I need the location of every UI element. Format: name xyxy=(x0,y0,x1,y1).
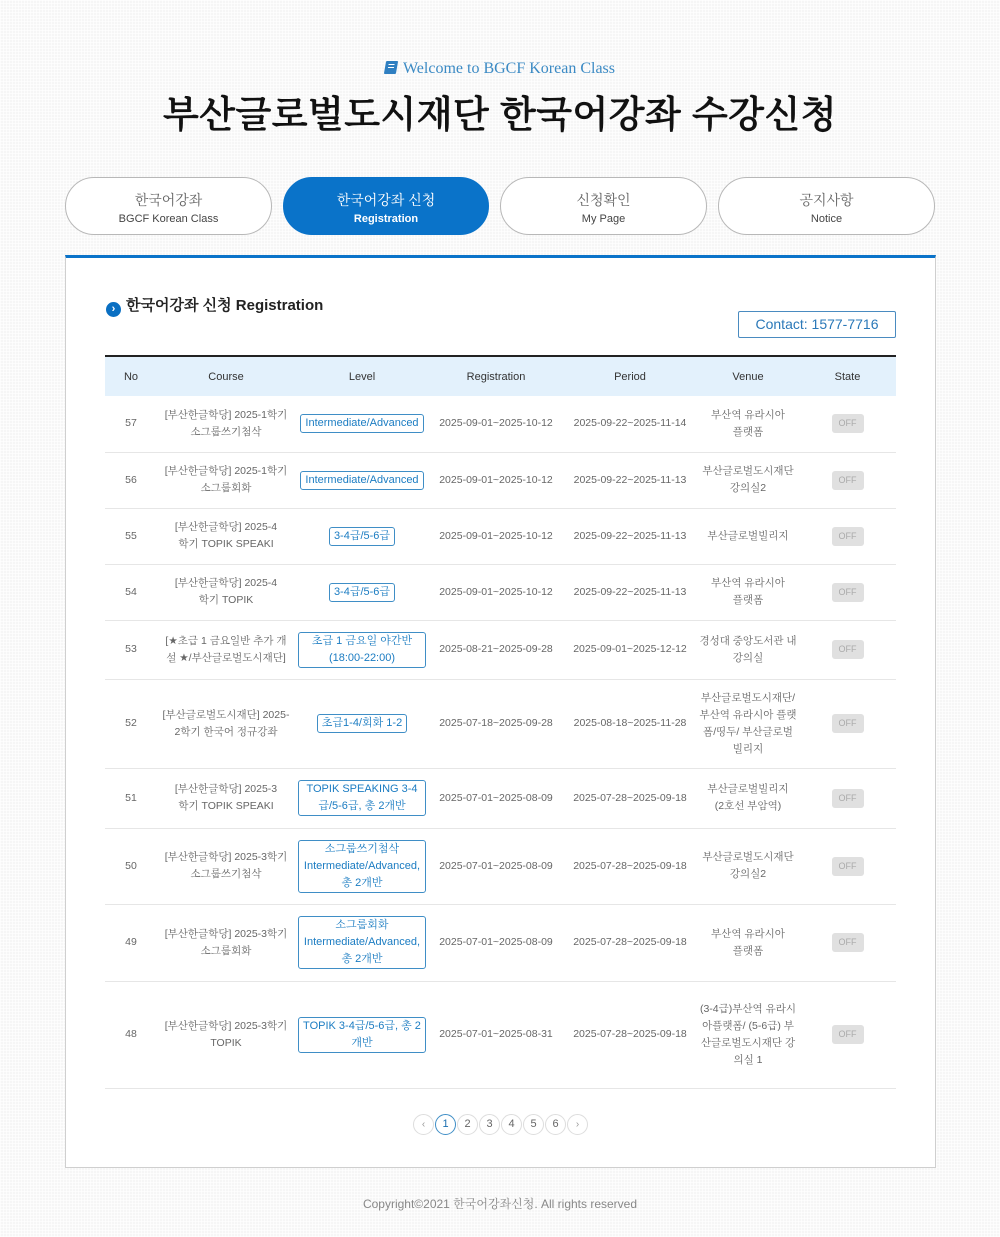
table-row[interactable] xyxy=(105,452,896,508)
state-badge: OFF xyxy=(832,527,864,546)
cell-registration: 2025-09-01~2025-10-12 xyxy=(429,564,563,620)
cell-period: 2025-07-28~2025-09-18 xyxy=(563,828,697,904)
next-page-button[interactable]: › xyxy=(567,1114,588,1135)
cell-course: [부산한글학당] 2025-3학기 소그룹회화 xyxy=(157,904,295,981)
cell-level xyxy=(295,981,429,1088)
cell-period: 2025-09-22~2025-11-13 xyxy=(563,564,697,620)
header-state: State xyxy=(799,356,896,396)
tab-label-en: Registration xyxy=(353,213,419,225)
page-2-button[interactable]: 2 xyxy=(457,1114,478,1135)
cell-state xyxy=(799,396,896,452)
cell-registration: 2025-08-21~2025-09-28 xyxy=(429,620,563,679)
cell-registration: 2025-09-01~2025-10-12 xyxy=(429,396,563,452)
cell-no: 48 xyxy=(105,981,157,1088)
cell-venue: 부산역 유라시아플랫폼 xyxy=(697,564,799,620)
cell-course: [부산한글학당] 2025-1학기 소그룹쓰기첨삭 xyxy=(157,396,295,452)
cell-level xyxy=(295,564,429,620)
cell-level xyxy=(295,396,429,452)
level-badge: Intermediate/Advanced xyxy=(300,414,423,433)
table-row[interactable] xyxy=(105,679,896,768)
cell-level xyxy=(295,679,429,768)
cell-course: [★초급 1 금요일반 추가 개설 ★/부산글로벌도시재단] xyxy=(157,620,295,679)
cell-period: 2025-07-28~2025-09-18 xyxy=(563,768,697,828)
cell-no: 50 xyxy=(105,828,157,904)
welcome-banner xyxy=(0,60,1000,78)
level-badge: TOPIK 3-4급/5-6급, 총 2개반 xyxy=(298,1017,426,1053)
cell-period: 2025-09-22~2025-11-13 xyxy=(563,452,697,508)
table-row[interactable] xyxy=(105,981,896,1088)
page-title: 부산글로벌도시재단 한국어강좌 수강신청 xyxy=(163,94,837,135)
cell-venue: 부산역 유라시아플랫폼 xyxy=(697,396,799,452)
cell-level xyxy=(295,904,429,981)
tab-label-en: BGCF Korean Class xyxy=(118,213,219,225)
course-table xyxy=(105,355,896,1089)
section-title xyxy=(106,294,323,317)
cell-no: 53 xyxy=(105,620,157,679)
state-badge: OFF xyxy=(832,857,864,876)
cell-venue: 부산글로벌빌리지 xyxy=(697,508,799,564)
table-row[interactable] xyxy=(105,904,896,981)
state-badge: OFF xyxy=(832,583,864,602)
cell-state xyxy=(799,828,896,904)
tab-korean-class[interactable] xyxy=(65,177,272,235)
table-row[interactable] xyxy=(105,396,896,452)
state-badge: OFF xyxy=(832,640,864,659)
cell-no: 56 xyxy=(105,452,157,508)
registration-panel xyxy=(65,255,936,1168)
table-header-row xyxy=(105,356,896,396)
tab-registration[interactable] xyxy=(283,177,489,235)
header-level: Level xyxy=(295,356,429,396)
contact-button[interactable]: Contact: 1577-7716 xyxy=(738,311,896,338)
cell-registration: 2025-09-01~2025-10-12 xyxy=(429,508,563,564)
cell-period: 2025-09-01~2025-12-12 xyxy=(563,620,697,679)
state-badge: OFF xyxy=(832,933,864,952)
page-6-button[interactable]: 6 xyxy=(545,1114,566,1135)
state-badge: OFF xyxy=(832,471,864,490)
page-5-button[interactable]: 5 xyxy=(523,1114,544,1135)
level-badge: 3-4급/5-6급 xyxy=(329,527,395,546)
table-row[interactable] xyxy=(105,508,896,564)
cell-course: [부산한글학당] 2025-3학기 소그룹쓰기첨삭 xyxy=(157,828,295,904)
cell-state xyxy=(799,620,896,679)
section-title-text: 한국어강좌 신청 Registration xyxy=(126,297,324,314)
cell-no: 55 xyxy=(105,508,157,564)
cell-period: 2025-07-28~2025-09-18 xyxy=(563,904,697,981)
cell-no: 49 xyxy=(105,904,157,981)
footer-copyright: Copyright©2021 한국어강좌신청. All rights reserved xyxy=(362,1197,638,1211)
state-badge: OFF xyxy=(832,789,864,808)
cell-registration: 2025-07-01~2025-08-09 xyxy=(429,904,563,981)
cell-course: [부산글로벌도시재단] 2025-2학기 한국어 정규강좌 xyxy=(157,679,295,768)
cell-period: 2025-09-22~2025-11-13 xyxy=(563,508,697,564)
cell-level xyxy=(295,828,429,904)
cell-course: [부산한글학당] 2025-3학기 TOPIK xyxy=(157,981,295,1088)
cell-course: [부산한글학당] 2025-3학기 TOPIK SPEAKI xyxy=(157,768,295,828)
cell-no: 51 xyxy=(105,768,157,828)
cell-state xyxy=(799,768,896,828)
chevron-right-circle-icon: › xyxy=(106,302,121,317)
prev-page-button[interactable]: ‹ xyxy=(413,1114,434,1135)
cell-level xyxy=(295,768,429,828)
level-badge: 초급 1 금요일 야간반 (18:00-22:00) xyxy=(298,632,426,668)
cell-no: 54 xyxy=(105,564,157,620)
level-badge: 초급1-4/회화 1-2 xyxy=(317,714,407,733)
cell-period: 2025-09-22~2025-11-14 xyxy=(563,396,697,452)
cell-venue: 부산역 유라시아플랫폼 xyxy=(697,904,799,981)
tab-label-ko: 한국어강좌 신청 xyxy=(336,192,436,208)
cell-venue: (3-4급)부산역 유라시아플랫폼/ (5-6급) 부산글로벌도시재단 강의실 1 xyxy=(697,981,799,1088)
cell-course: [부산한글학당] 2025-1학기 소그룹회화 xyxy=(157,452,295,508)
level-badge: 소그룹쓰기첨삭 Intermediate/Advanced, 총 2개반 xyxy=(298,840,426,893)
cell-registration: 2025-09-01~2025-10-12 xyxy=(429,452,563,508)
page-1-button[interactable]: 1 xyxy=(435,1114,456,1135)
state-badge: OFF xyxy=(832,1025,864,1044)
cell-state xyxy=(799,452,896,508)
page-3-button[interactable]: 3 xyxy=(479,1114,500,1135)
pagination xyxy=(66,1114,935,1135)
tab-my-page[interactable] xyxy=(500,177,707,235)
cell-registration: 2025-07-01~2025-08-09 xyxy=(429,768,563,828)
welcome-text: Welcome to BGCF Korean Class xyxy=(402,60,615,77)
table-row[interactable] xyxy=(105,768,896,828)
cell-level xyxy=(295,452,429,508)
header-period: Period xyxy=(563,356,697,396)
cell-state xyxy=(799,679,896,768)
cell-state xyxy=(799,904,896,981)
book-icon xyxy=(384,61,398,74)
tab-label-ko: 한국어강좌 xyxy=(134,192,203,208)
cell-state xyxy=(799,564,896,620)
tab-notice[interactable] xyxy=(718,177,935,235)
cell-course: [부산한글학당] 2025-4학기 TOPIK xyxy=(157,564,295,620)
tab-label-en: Notice xyxy=(810,213,843,225)
cell-no: 52 xyxy=(105,679,157,768)
cell-no: 57 xyxy=(105,396,157,452)
level-badge: TOPIK SPEAKING 3-4급/5-6급, 총 2개반 xyxy=(298,780,426,816)
level-badge: 3-4급/5-6급 xyxy=(329,583,395,602)
cell-level xyxy=(295,620,429,679)
table-row[interactable] xyxy=(105,620,896,679)
state-badge: OFF xyxy=(832,414,864,433)
header-registration: Registration xyxy=(429,356,563,396)
cell-venue: 경성대 중앙도서관 내 강의실 xyxy=(697,620,799,679)
tab-label-en: My Page xyxy=(581,213,626,225)
tab-label-ko: 공지사항 xyxy=(799,192,854,208)
cell-state xyxy=(799,981,896,1088)
cell-period: 2025-08-18~2025-11-28 xyxy=(563,679,697,768)
level-badge: 소그룹회화 Intermediate/Advanced, 총 2개반 xyxy=(298,916,426,969)
cell-registration: 2025-07-18~2025-09-28 xyxy=(429,679,563,768)
cell-period: 2025-07-28~2025-09-18 xyxy=(563,981,697,1088)
level-badge: Intermediate/Advanced xyxy=(300,471,423,490)
header-venue: Venue xyxy=(697,356,799,396)
state-badge: OFF xyxy=(832,714,864,733)
cell-venue: 부산글로벌도시재단/ 부산역 유라시아 플랫폼/띵두/ 부산글로벌빌리지 xyxy=(697,679,799,768)
cell-state xyxy=(799,508,896,564)
cell-registration: 2025-07-01~2025-08-31 xyxy=(429,981,563,1088)
header-no: No xyxy=(105,356,157,396)
cell-level xyxy=(295,508,429,564)
cell-registration: 2025-07-01~2025-08-09 xyxy=(429,828,563,904)
table-row[interactable] xyxy=(105,828,896,904)
cell-venue: 부산글로벌도시재단 강의실2 xyxy=(697,828,799,904)
tab-label-ko: 신청확인 xyxy=(576,192,631,208)
cell-course: [부산한글학당] 2025-4학기 TOPIK SPEAKI xyxy=(157,508,295,564)
table-row[interactable] xyxy=(105,564,896,620)
main-nav-tabs xyxy=(65,177,935,235)
cell-venue: 부산글로벌도시재단 강의실2 xyxy=(697,452,799,508)
cell-venue: 부산글로벌빌리지 (2호선 부암역) xyxy=(697,768,799,828)
header-course: Course xyxy=(157,356,295,396)
page-4-button[interactable]: 4 xyxy=(501,1114,522,1135)
